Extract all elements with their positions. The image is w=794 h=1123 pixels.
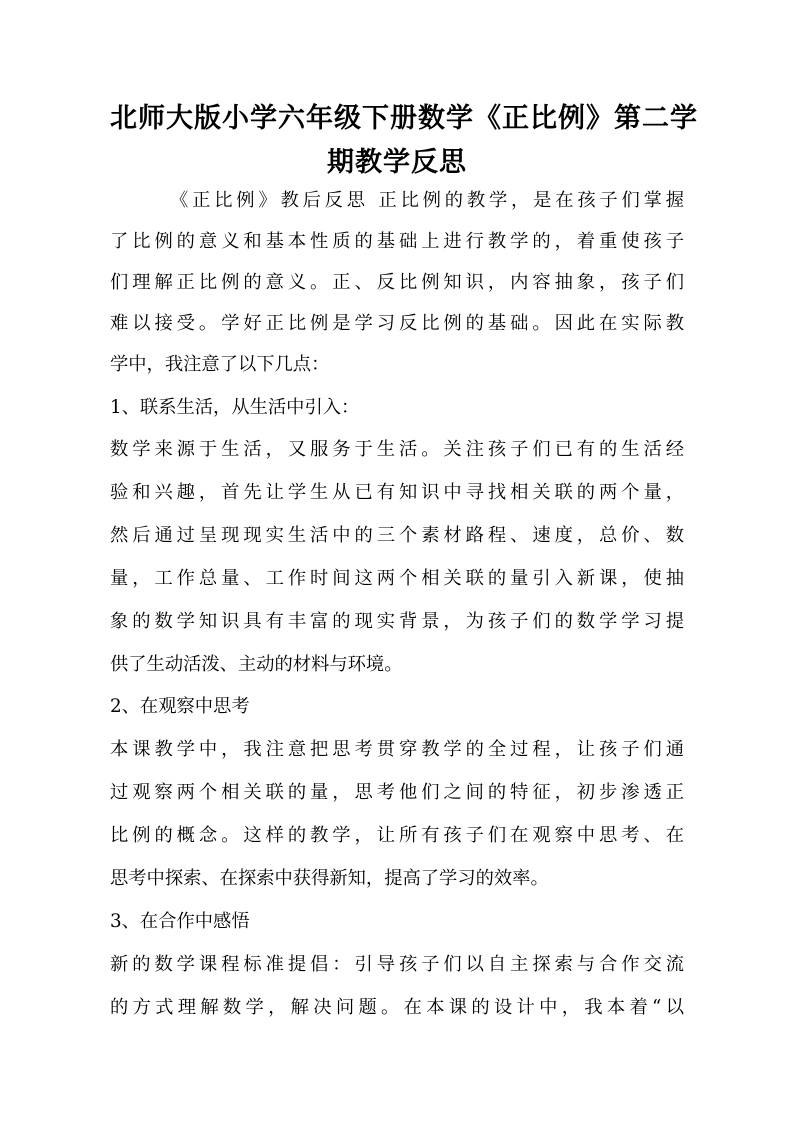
section-heading-3: 3、在合作中感悟 <box>110 911 250 932</box>
paragraph-line: 过观察两个相关联的量，思考他们之间的特征，初步渗透正 <box>110 782 684 803</box>
paragraph-line: 了比例的意义和基本性质的基础上进行教学的，着重使孩子 <box>110 231 684 252</box>
paragraph-line: 思考中探索、在探索中获得新知，提高了学习的效率。 <box>110 868 549 889</box>
paragraph-line: 本课教学中，我注意把思考贯穿教学的全过程，让孩子们通 <box>110 739 684 760</box>
paragraph-line: 然后通过呈现现实生活中的三个素材路程、速度，总价、数 <box>110 525 684 546</box>
paragraph-line: 学中，我注意了以下几点： <box>110 354 330 375</box>
paragraph-line: 们理解正比例的意义。正、反比例知识，内容抽象，孩子们 <box>110 272 684 293</box>
paragraph-line: 比例的概念。这样的教学，让所有孩子们在观察中思考、在 <box>110 825 684 846</box>
paragraph-line: 验和兴趣，首先让学生从已有知识中寻找相关联的两个量， <box>110 482 684 503</box>
section-heading-1: 1、联系生活，从生活中引入： <box>110 397 360 418</box>
paragraph-line: 数学来源于生活，又服务于生活。关注孩子们已有的生活经 <box>110 439 684 460</box>
document-title-line-1: 北师大版小学六年级下册数学《正比例》第二学 <box>110 103 698 134</box>
paragraph-line: 新的数学课程标准提倡：引导孩子们以自主探索与合作交流 <box>110 954 684 975</box>
paragraph-line: 难以接受。学好正比例是学习反比例的基础。因此在实际教 <box>110 313 684 334</box>
document-title-line-2: 期教学反思 <box>327 147 467 178</box>
paragraph-line: 《正比例》教后反思 正比例的教学，是在孩子们掌握 <box>170 190 684 211</box>
paragraph-line: 供了生动活泼、主动的材料与环境。 <box>110 654 403 675</box>
paragraph-line: 象的数学知识具有丰富的现实背景，为孩子们的数学学习提 <box>110 611 684 632</box>
section-heading-2: 2、在观察中思考 <box>110 696 250 717</box>
paragraph-line: 量，工作总量、工作时间这两个相关联的量引入新课，使抽 <box>110 568 684 589</box>
paragraph-line: 的方式理解数学，解决问题。在本课的设计中，我本着“以 <box>110 997 684 1018</box>
